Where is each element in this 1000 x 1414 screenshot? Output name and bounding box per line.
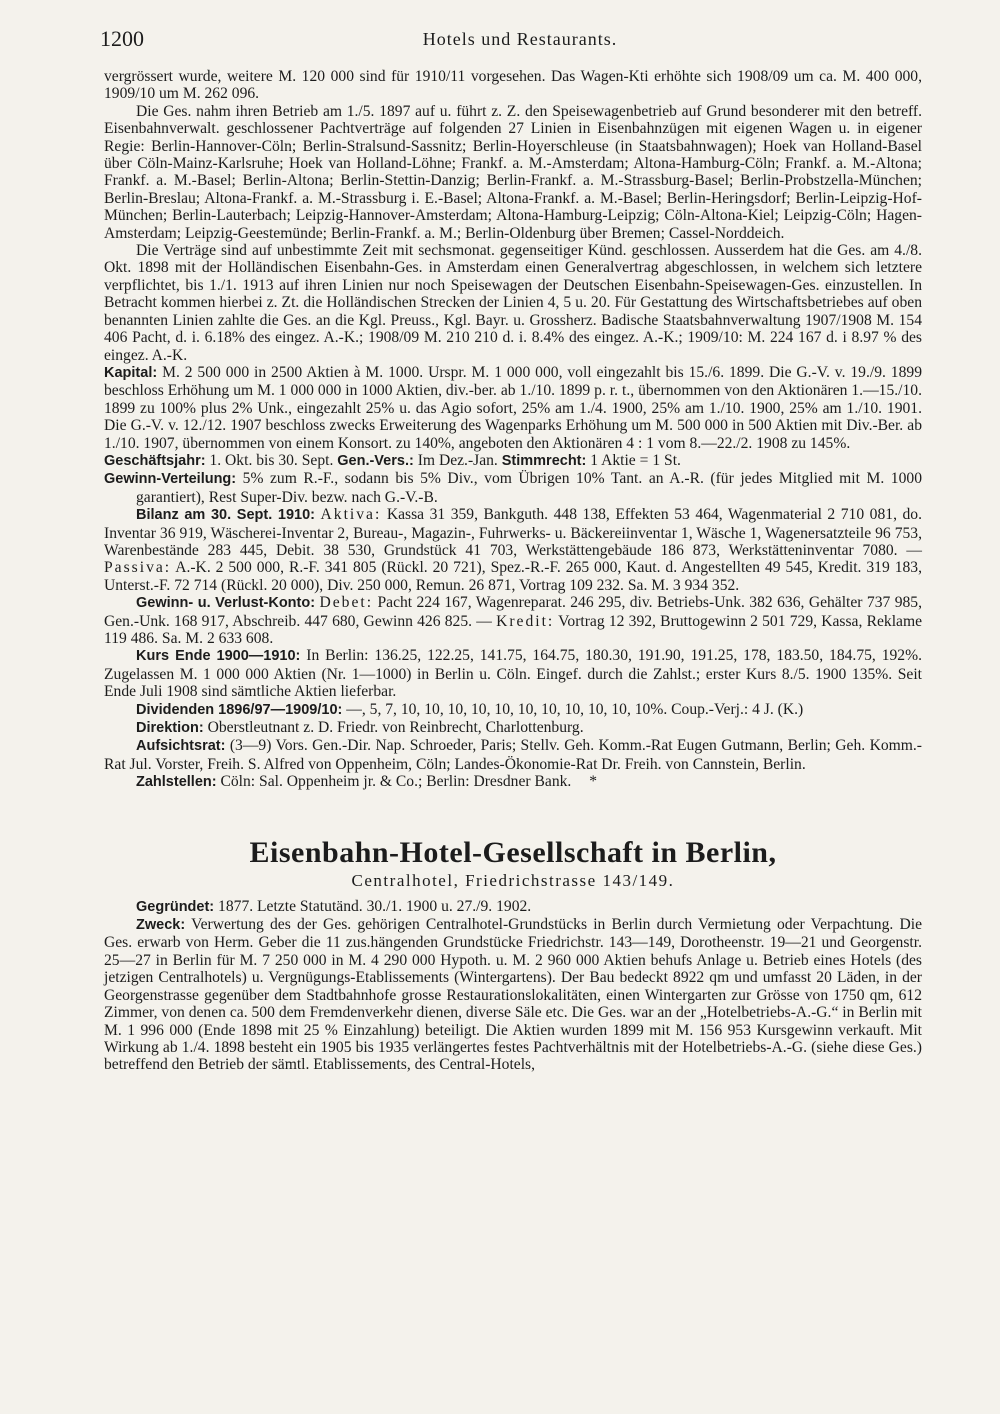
passiva-label: Passiva: (104, 559, 172, 577)
aktiva-label: Aktiva: (320, 506, 382, 524)
paragraph-intro: vergrössert wurde, weitere M. 120 000 sind für 1910/11 vorgesehen. Das Wagen-Kti erhöhte sich 1908/09 um ca. M. 400 000, 1909/10 um M. 262 096. (104, 68, 922, 103)
gen-vers-text: Im Dez.-Jan. (417, 451, 498, 469)
kurs-text: In Berlin: 136.25, 122.25, 141.75, 164.75, 180.30, 191.90, 191.25, 178, 183.50, 184.75, 192%. Zugelassen M. 1 000 000 Aktien (Nr. 1—1000) in Berlin u. Cöln. Eingef. durch die Zahlst.; erster Kurs 8./5. 1900 135%. Seit Ende Juli 1908 sind sämtliche Aktien lieferbar. (104, 647, 922, 701)
kurs-label: Kurs Ende 1900—1910: (136, 648, 301, 665)
paragraph-contracts: Die Verträge sind auf unbestimmte Zeit mit sechsmonat. gegenseitiger Künd. geschlossen. Ausserdem hat die Ges. am 4./8. Okt. 1898 mit der Holländischen Eisenbahn-Ges. in Amsterdam einen Generalvertrag abgeschlossen, in welchem sich letztere verpflichtet, bis 1./1. 1913 auf ihren Linien nur noch Speisewagen der Deutschen Eisenbahn-Speisewagen-Ges. einzustellen. In Betracht kommen hierbei z. Zt. die Holländischen Strecken der Linien 4, 5 u. 20. Für Gestattung des Wirtschaftsbetriebes auf oben benannten Linien zahlte die Ges. an die Kgl. Preuss., Kgl. Bayr. u. Grossherz. Badische Staatsbahnverwaltung 1907/1908 M. 154 406 Pacht, d. i. 6.18% des eingez. A.-K.; 1908/09 M. 210 210 d. i. 8.4% des eingez. A.-K.; 1909/10: M. 224 167 d. i 8.97 % des eingez. A.-K. (104, 242, 922, 364)
gewinn-verteilung-entry (104, 470, 922, 506)
zahlstellen-text: Cöln: Sal. Oppenheim jr. & Co.; Berlin: Dresdner Bank. (220, 773, 572, 791)
zweck-label: Zweck: (136, 917, 186, 934)
company-title: Eisenbahn-Hotel-Gesellschaft in Berlin, (249, 835, 777, 869)
dividenden-text: —, 5, 7, 10, 10, 10, 10, 10, 10, 10, 10, 10, 10, 10%. Coup.-Verj.: 4 J. (K.) (346, 700, 804, 718)
bilanz-label: Bilanz am 30. Sept. 1910: (136, 507, 315, 524)
guv-entry (104, 594, 922, 647)
direktion-entry (104, 719, 922, 737)
gen-vers-label: Gen.-Vers.: (337, 452, 414, 469)
aufsichtsrat-entry (104, 737, 922, 773)
paragraph-routes: Die Ges. nahm ihren Betrieb am 1./5. 1897 auf u. führt z. Z. den Speisewagenbetrieb auf Grund besonderer mit den betreff. Eisenbahnverwalt. geschlossener Pachtverträge auf folgenden 27 Linien in Eisenbahnzügen mit eigenen Wagen u. in eigener Regie: Berlin-Hannover-Cöln; Berlin-Stralsund-Sassnitz; Berlin-Hoyerschleuse (in Staatsbahnwagen); Hoek van Holland-Basel über Cöln-Mainz-Karlsruhe; Hoek van Holland-Löhne; Frankf. a. M.-Amsterdam; Altona-Hamburg-Cöln; Frankf. a. M.-Altona; Frankf. a. M.-Basel; Berlin-Altona; Berlin-Stettin-Danzig; Berlin-Frankf. a. M.-Strassburg-Basel; Berlin-Probstzella-München; Berlin-Breslau; Altona-Frankf. a. M.-Strassburg i. E.-Basel; Altona-Frankf. a. M.-Basel; Berlin-Heringsdorf; Berlin-Leipzig-Hof-München; Berlin-Lauterbach; Leipzig-Hannover-Amsterdam; Altona-Hamburg-Leipzig; Cöln-Altona-Kiel; Leipzig-Cöln; Hagen-Amsterdam; Leipzig-Geestemünde; Berlin-Frankf. a. M.; Berlin-Oldenburg über Bremen; Cassel-Norddeich. (104, 102, 922, 242)
stimmrecht-text: 1 Aktie = 1 St. (590, 451, 681, 469)
kredit-label: Kredit: (496, 612, 555, 630)
section-heading (104, 836, 922, 892)
debet-text: Pacht 224 167, Wagenreparat. 246 295, div. Betriebs-Unk. 382 636, Gehälter 737 985, Gen.-Unk. 168 917, Abschreib. 447 680, Gewinn 426 825. — (104, 594, 922, 630)
zweck-entry (104, 916, 922, 1074)
dividenden-label: Dividenden 1896/97—1909/10: (136, 701, 343, 718)
running-title: Hotels und Restaurants. (422, 29, 618, 49)
passiva-text: A.-K. 2 500 000, R.-F. 341 805 (Rückl. 20 721), Spez.-R.-F. 265 000, Kaut. d. Angestellten 49 545, Kredit. 319 183, Unterst.-F. 72 714 (Rückl. 20 000), Div. 250 000, Remun. 26 871, Vortrag 109 232. Sa. M. 3 934 352. (104, 559, 922, 594)
kapital-label: Kapital: (104, 364, 158, 381)
gewinn-verteilung-label: Gewinn-Verteilung: (104, 471, 237, 488)
end-mark: * (589, 773, 598, 791)
zahlstellen-entry (104, 773, 922, 791)
geschaeftsjahr-label: Geschäftsjahr: (104, 452, 206, 469)
gegruendet-entry (104, 898, 922, 916)
page-header (100, 26, 940, 56)
gegruendet-text: 1877. Letzte Statutänd. 30./1. 1900 u. 27./9. 1902. (218, 897, 532, 915)
aktiva-text: Kassa 31 359, Bankguth. 448 138, Effekten 53 464, Wagenmaterial 2 710 081, do. Inventar 36 919, Wäscherei-Inventar 2, Bureau-, Magazin-, Fuhrwerks- u. Bäckereiinventar 1, Wäsche 1, Wagenersatzteile 96 753, Warenbestände 283 445, Debit. 38 530, Grundstück 41 703, Werkstättengebäude 186 873, Werkstätteninventar 7080. — (104, 506, 922, 559)
direktion-label: Direktion: (136, 720, 204, 737)
zahlstellen-label: Zahlstellen: (136, 774, 217, 791)
kapital-entry (104, 364, 922, 452)
aufsichtsrat-text: (3—9) Vors. Gen.-Dir. Nap. Schroeder, Paris; Stellv. Geh. Komm.-Rat Eugen Gutmann, Berlin; Geh. Komm.-Rat Jul. Vorster, Freih. S. Alfred von Oppenheim, Cöln; Landes-Ökonomie-Rat Dr. Freih. von Cannstein, Berlin. (104, 737, 922, 773)
kurs-entry (104, 647, 922, 700)
gewinn-verteilung-text: 5% zum R.-F., sodann bis 5% Div., vom Übrigen 10% Tant. an A.-R. (für jedes Mitglied mit M. 1000 garantiert), Rest Super-Div. bezw. nach G.-V.-B. (136, 470, 922, 506)
geschaeftsjahr-text: 1. Okt. bis 30. Sept. (209, 451, 334, 469)
gegruendet-label: Gegründet: (136, 898, 215, 915)
bilanz-entry (104, 506, 922, 594)
dividenden-entry (104, 701, 922, 719)
kredit-text: Vortrag 12 392, Bruttogewinn 2 501 729, Kassa, Reklame 119 486. Sa. M. 2 633 608. (104, 612, 923, 647)
zweck-text: Verwertung des der Ges. gehörigen Centralhotel-Grundstücks in Berlin durch Vermietung oder Verpachtung. Die Ges. erwarb von Herm. Geber die 11 zus.hängenden Grundstücke Friedrichstr. 143—149, Dorotheenstr. 19—21 und Georgenstr. 25—27 in Berlin für M. 7 250 000 in M. 4 290 000 Hypoth. u. M. 2 960 000 Aktien behufs Anlage u. Betrieb eines Hotels (des jetzigen Centralhotels) u. Vergnügungs-Etablissements (Wintergartens). Der Bau bedeckt 8922 qm und umfasst 20 Läden, in der Georgenstrasse gegenüber dem Stadtbahnhofe grosse Restaurationslokalitäten, einen Wintergarten zur Grösse von 1750 qm, 612 Zimmer, von denen ca. 500 dem Fremdenverkehr dienen, diverse Säle etc. Die Ges. war an der „Hotelbetriebs-A.-G.“ in Berlin mit M. 1 996 000 (Ende 1898 mit 25 % Einzahlung) beteiligt. Die Aktien wurden 1899 mit M. 156 953 Kursgewinn verkauft. Mit Wirkung ab 1./4. 1898 besteht ein 1905 bis 1935 verlängertes festes Pachtverhältnis mit der Hotelbetriebs-A.-G. (siehe diese Ges.) betreffend den Betrieb der sämtl. Etablissements, des Central-Hotels, (104, 916, 922, 1074)
page-number: 1200 (100, 26, 144, 51)
direktion-text: Oberstleutnant z. D. Friedr. von Reinbrecht, Charlottenburg. (207, 719, 584, 737)
aufsichtsrat-label: Aufsichtsrat: (136, 738, 226, 755)
company-subtitle: Centralhotel, Friedrichstrasse 143/149. (351, 870, 675, 890)
debet-label: Debet: (319, 594, 374, 612)
page-body (104, 68, 922, 1074)
stimmrecht-label: Stimmrecht: (501, 452, 587, 469)
geschaeftsjahr-entry (104, 452, 922, 470)
kapital-text: M. 2 500 000 in 2500 Aktien à M. 1000. Urspr. M. 1 000 000, voll eingezahlt bis 15./6. 1899. Die G.-V. v. 19./9. 1899 beschloss Erhöhung um M. 1 000 000 in 1000 Aktien, div.-ber. ab 1./10. 1899 p. r. t., übernommen von den Aktionären 1.—15./10. 1899 zu 100% plus 2% Unk., eingezahlt 25% u. das Agio sofort, 25% am 1./4. 1900, 25% am 1./10. 1900, 25% am 1./10. 1901. Die G.-V. v. 12./12. 1907 beschloss zwecks Erweiterung des Wagenparks Erhöhung um M. 500 000 in 500 Aktien mit Div.-Ber. ab 1./10. 1907, übernommen von einem Konsort. zu 140%, angeboten den Aktionären 4 : 1 vom 8.—22./2. 1908 zu 145%. (104, 363, 922, 452)
guv-label: Gewinn- u. Verlust-Konto: (136, 595, 316, 612)
